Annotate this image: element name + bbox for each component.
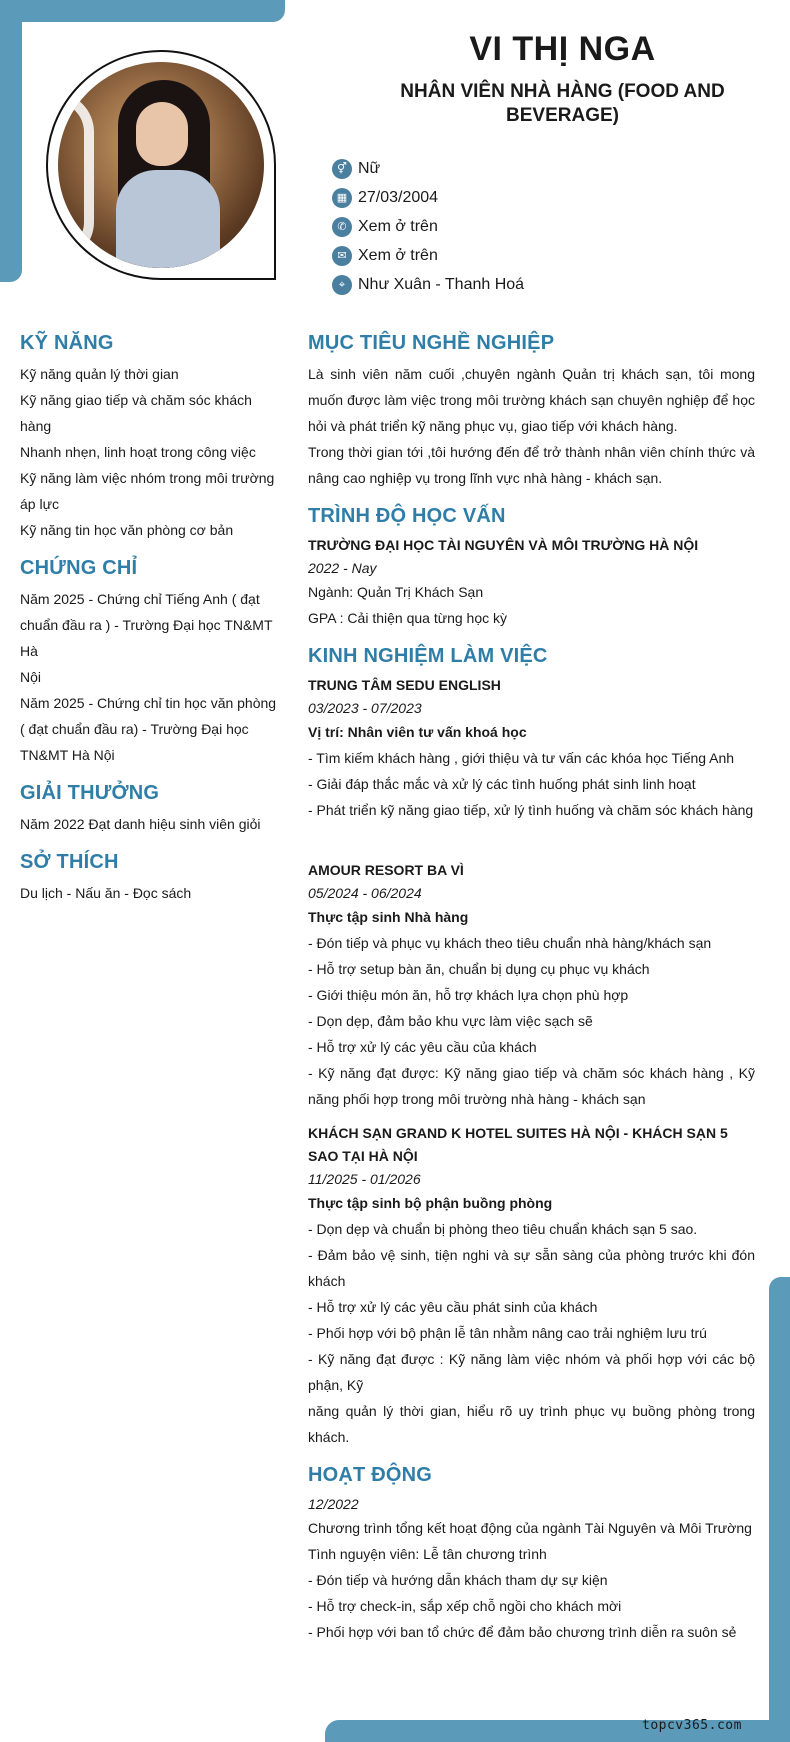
email-icon: ✉	[332, 246, 352, 266]
education-gpa: GPA : Cải thiện qua từng học kỳ	[308, 610, 508, 626]
skill-item: Kỹ năng tin học văn phòng cơ bản	[20, 522, 234, 538]
certificate-item: Nội	[20, 669, 42, 685]
hobbies-section	[20, 851, 280, 906]
section-title: MỤC TIÊU NGHỀ NGHIỆP	[308, 332, 555, 354]
job-task: - Đón tiếp và phục vụ khách theo tiêu chuẩn nhà hàng/khách sạn	[308, 935, 712, 951]
certificate-item: Năm 2025 - Chứng chỉ tin học văn phòng ( đạt chuẩn đầu ra) - Trường Đại học TN&MT Hà Nội	[20, 695, 277, 763]
section-title: CHỨNG CHỈ	[20, 557, 138, 579]
job-task: - Tìm kiếm khách hàng , giới thiệu và tư vấn các khóa học Tiếng Anh	[308, 750, 735, 766]
job-period: 11/2025 - 01/2026	[308, 1171, 421, 1187]
decor-bar-left	[0, 0, 22, 282]
left-column	[20, 332, 280, 920]
activity-period: 12/2022	[308, 1496, 359, 1512]
experience-section	[308, 645, 755, 1450]
decor-bar-right	[769, 1277, 790, 1742]
activity-line: Chương trình tổng kết hoạt động của ngành Tài Nguyên và Môi Trường	[308, 1520, 752, 1536]
certificates-section	[20, 557, 280, 768]
job-task: - Phát triển kỹ năng giao tiếp, xử lý tình huống và chăm sóc khách hàng	[308, 802, 754, 818]
decor-bar-top	[0, 0, 285, 22]
job-role: Thực tập sinh Nhà hàng	[308, 909, 469, 925]
skills-section	[20, 332, 280, 543]
candidate-name: VI THỊ NGA	[469, 30, 656, 68]
objective-paragraph: Là sinh viên năm cuối ,chuyên ngành Quản trị khách sạn, tôi mong muốn được làm việc trong môi trường khách sạn chuyên nghiệp để học hỏi và phát triển kỹ năng phục vụ, giao tiếp với khách hàng.	[308, 366, 755, 434]
info-row	[332, 154, 524, 183]
info-text: Nữ	[358, 159, 381, 177]
job-title: NHÂN VIÊN NHÀ HÀNG (FOOD AND BEVERAGE)	[400, 81, 725, 126]
education-major: Ngành: Quản Trị Khách Sạn	[308, 584, 484, 600]
awards-section	[20, 782, 280, 837]
section-title: KINH NGHIỆM LÀM VIỆC	[308, 645, 548, 667]
school-name: TRƯỜNG ĐẠI HỌC TÀI NGUYÊN VÀ MÔI TRƯỜNG HÀ NỘI	[308, 537, 699, 553]
job-task: - Đảm bảo vệ sinh, tiện nghi và sự sẵn sàng của phòng trước khi đón khách	[308, 1247, 755, 1289]
activity-line: - Hỗ trợ check-in, sắp xếp chỗ ngồi cho khách mời	[308, 1598, 622, 1614]
activity-line: Tình nguyện viên: Lễ tân chương trình	[308, 1546, 547, 1562]
section-title: TRÌNH ĐỘ HỌC VẤN	[308, 505, 506, 527]
job-period: 03/2023 - 07/2023	[308, 700, 422, 716]
job-task: - Dọn dẹp và chuẩn bị phòng theo tiêu chuẩn khách sạn 5 sao.	[308, 1221, 698, 1237]
job-task: - Giải đáp thắc mắc và xử lý các tình huống phát sinh linh hoạt	[308, 776, 696, 792]
location-icon: ⌖	[332, 275, 352, 295]
section-title: GIẢI THƯỞNG	[20, 782, 160, 804]
objective-paragraph: Trong thời gian tới ,tôi hướng đến để trở thành nhân viên chính thức và nâng cao nghiệp vụ trong lĩnh vực nhà hàng - khách sạn.	[308, 444, 755, 486]
job-task: - Hỗ trợ setup bàn ăn, chuẩn bị dụng cụ phục vụ khách	[308, 961, 650, 977]
info-text: Xem ở trên	[358, 217, 438, 235]
job-org: KHÁCH SẠN GRAND K HOTEL SUITES HÀ NỘI - KHÁCH SẠN 5 SAO TẠI HÀ NỘI	[308, 1125, 728, 1164]
job-org: TRUNG TÂM SEDU ENGLISH	[308, 677, 501, 693]
job-task: - Kỹ năng đạt được: Kỹ năng giao tiếp và chăm sóc khách hàng , Kỹ năng phối hợp trong môi trường nhà hàng - khách sạn	[308, 1065, 755, 1107]
job-task: - Hỗ trợ xử lý các yêu cầu của khách	[308, 1039, 537, 1055]
activity-line: - Phối hợp với ban tổ chức để đảm bảo chương trình diễn ra suôn sẻ	[308, 1624, 737, 1640]
info-text: Như Xuân - Thanh Hoá	[358, 275, 525, 293]
phone-icon: ✆	[332, 217, 352, 237]
job-task: - Hỗ trợ xử lý các yêu cầu phát sinh của khách	[308, 1299, 598, 1315]
education-period: 2022 - Nay	[308, 560, 377, 576]
job-task: năng quản lý thời gian, hiểu rõ uy trình phục vụ buồng phòng trong khách.	[308, 1403, 755, 1445]
calendar-icon: ▦	[332, 188, 352, 208]
info-row	[332, 270, 524, 299]
education-section	[308, 505, 755, 631]
right-column	[308, 332, 755, 1659]
info-row	[332, 212, 524, 241]
spacer	[308, 823, 755, 859]
hobbies-text: Du lịch - Nấu ăn - Đọc sách	[20, 885, 192, 901]
job-task: - Kỹ năng đạt được : Kỹ năng làm việc nhóm và phối hợp với các bộ phận, Kỹ	[308, 1351, 755, 1393]
job-role: Thực tập sinh bộ phận buồng phòng	[308, 1195, 553, 1211]
section-title: HOẠT ĐỘNG	[308, 1464, 433, 1486]
info-row	[332, 183, 524, 212]
job-role: Vị trí: Nhân viên tư vấn khoá học	[308, 724, 527, 740]
award-item: Năm 2022 Đạt danh hiệu sinh viên giỏi	[20, 816, 261, 832]
info-text: Xem ở trên	[358, 246, 438, 264]
skill-item: Kỹ năng làm việc nhóm trong môi trường áp lực	[20, 470, 275, 512]
section-title: SỞ THÍCH	[20, 851, 119, 873]
spacer	[308, 1112, 755, 1122]
job-period: 05/2024 - 06/2024	[308, 885, 422, 901]
skill-item: Kỹ năng quản lý thời gian	[20, 366, 179, 382]
job-task: - Dọn dẹp, đảm bảo khu vực làm việc sạch sẽ	[308, 1013, 593, 1029]
section-title: KỸ NĂNG	[20, 332, 114, 354]
job-task: - Phối hợp với bộ phận lễ tân nhằm nâng cao trải nghiệm lưu trú	[308, 1325, 707, 1341]
personal-info	[332, 154, 524, 299]
skill-item: Nhanh nhẹn, linh hoạt trong công việc	[20, 444, 256, 460]
info-text: 27/03/2004	[358, 188, 439, 206]
activity-line: - Đón tiếp và hướng dẫn khách tham dự sự kiện	[308, 1572, 608, 1588]
certificate-item: Năm 2025 - Chứng chỉ Tiếng Anh ( đạt chuẩn đầu ra ) - Trường Đại học TN&MT Hà	[20, 591, 273, 659]
job-task: - Giới thiệu món ăn, hỗ trợ khách lựa chọn phù hợp	[308, 987, 629, 1003]
activities-section	[308, 1464, 755, 1645]
skill-item: Kỹ năng giao tiếp và chăm sóc khách hàng	[20, 392, 252, 434]
profile-photo	[58, 62, 264, 268]
objective-section	[308, 332, 755, 491]
info-row	[332, 241, 524, 270]
watermark: topcv365.com	[642, 1718, 742, 1733]
gender-icon: ⚥	[332, 159, 352, 179]
job-org: AMOUR RESORT BA VÌ	[308, 862, 464, 878]
